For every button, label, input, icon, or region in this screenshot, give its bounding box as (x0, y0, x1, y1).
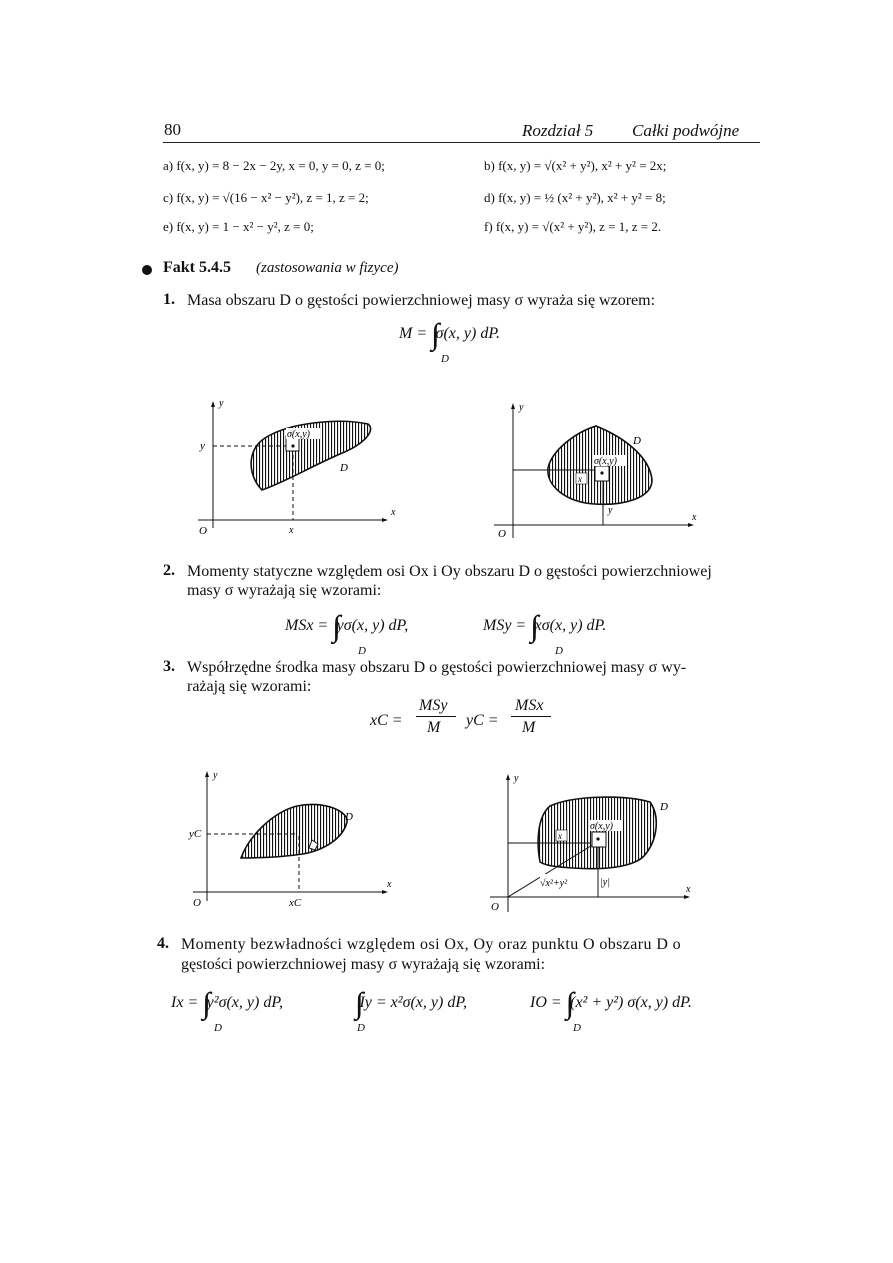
origin-label: O (491, 901, 499, 913)
fraction-bar (416, 716, 456, 717)
item-1-text: Masa obszaru D o gęstości powierzchniowej masy σ wyraża się wzorem: (187, 292, 656, 309)
item-1-formula (399, 318, 500, 352)
exercise-d: d) f(x, y) = ½ (x² + y²), x² + y² = 8; (484, 190, 666, 205)
fact-label: Fakt 5.4.5 (163, 259, 231, 276)
xc-denominator: M (427, 719, 441, 736)
item-1-number: 1. (163, 291, 175, 308)
item-4-formula-io (530, 987, 692, 1021)
abs-y-label: |y| (600, 877, 610, 888)
integral-domain: D (555, 645, 563, 657)
formula-rhs: σ(x, y) dP. (435, 325, 501, 342)
exercise-f: f) f(x, y) = √(x² + y²), z = 1, z = 2. (484, 219, 662, 234)
sigma-label: σ(x,y) (287, 429, 310, 440)
item-4-formula-iy (355, 987, 467, 1021)
region-label: D (660, 801, 668, 813)
yc-label: yC (189, 828, 202, 840)
integral-domain: D (573, 1022, 581, 1034)
tick-x-inner: x (578, 474, 582, 484)
figure-1-right (486, 398, 706, 542)
figure-2-left (185, 768, 405, 908)
formula-rhs: (x² + y²) σ(x, y) dP. (570, 994, 692, 1011)
sigma-label: σ(x,y) (594, 456, 617, 467)
sigma-label: σ(x,y) (590, 821, 613, 832)
x-axis-arrow-icon (382, 890, 388, 894)
item-2-number: 2. (163, 562, 175, 579)
point-icon (600, 471, 603, 474)
exercise-b: b) f(x, y) = √(x² + y²), x² + y² = 2x; (484, 158, 667, 173)
item-4-text-line1: Momenty bezwładności względem osi Ox, Oy oraz punktu O obszaru D o (181, 936, 682, 953)
formula-rhs: xσ(x, y) dP. (534, 617, 607, 634)
tick-y-label: y (200, 440, 205, 452)
axis-y-label: y (519, 402, 524, 413)
tick-y-inner: y (608, 505, 613, 516)
y-axis-arrow-icon (506, 774, 510, 780)
chapter-label: Rozdział 5 (522, 121, 594, 140)
item-3-text-line1: Współrzędne środka masy obszaru D o gęstości powierzchniowej masy σ wy- (187, 659, 687, 676)
formula-rhs: y²σ(x, y) dP, (206, 994, 284, 1011)
region-label: D (345, 811, 353, 823)
chapter-title: Całki podwójne (632, 121, 740, 140)
sqrt-label: √x²+y² (540, 878, 568, 889)
axis-y-label: y (514, 773, 519, 784)
region-label: D (340, 462, 348, 474)
fact-subtitle: (zastosowania w fizyce) (256, 260, 399, 276)
xc-lhs: xC = (370, 712, 403, 729)
formula-lhs: IO = (530, 994, 562, 1011)
item-2-formula-msy (483, 610, 606, 644)
formula-lhs: MSx = (285, 617, 329, 634)
x-axis-arrow-icon (688, 523, 694, 527)
fraction-bar (511, 716, 551, 717)
yc-numerator: MSx (515, 697, 544, 714)
header-rule (163, 142, 760, 143)
y-axis-arrow-icon (205, 771, 209, 777)
tick-x-inner: x (558, 831, 562, 841)
formula-rhs: Iy = x²σ(x, y) dP, (359, 994, 468, 1011)
axis-x-label: x (692, 512, 697, 523)
xc-label: xC (289, 897, 302, 908)
formula-lhs: MSy = (483, 617, 527, 634)
item-4-formula-ix (171, 987, 283, 1021)
axis-y-label: y (219, 398, 224, 409)
y-axis-arrow-icon (511, 403, 515, 409)
formula-lhs: Ix = (171, 994, 199, 1011)
formula-lhs: M = (399, 325, 428, 342)
origin-label: O (498, 528, 506, 540)
tick-x-label: x (289, 525, 294, 536)
region-label: D (633, 435, 641, 447)
integral-domain: D (357, 1022, 365, 1034)
y-axis-arrow-icon (211, 401, 215, 407)
item-3-number: 3. (163, 658, 175, 675)
integral-domain: D (441, 353, 449, 365)
formula-rhs: yσ(x, y) dP, (336, 617, 409, 634)
xc-numerator: MSy (419, 697, 448, 714)
exercise-a: a) f(x, y) = 8 − 2x − 2y, x = 0, y = 0, z = 0; (163, 158, 385, 173)
bullet (142, 265, 152, 275)
x-axis-arrow-icon (382, 518, 388, 522)
item-2-formula-msx (285, 610, 408, 644)
item-4-text-line2: gęstości powierzchniowej masy σ wyrażają się wzorami: (181, 956, 546, 973)
exercise-c: c) f(x, y) = √(16 − x² − y²), z = 1, z = 2; (163, 190, 369, 205)
axis-x-label: x (686, 884, 691, 895)
item-4-number: 4. (157, 935, 169, 952)
page-number: 80 (164, 120, 181, 139)
origin-label: O (193, 897, 201, 908)
region-d-shape (241, 804, 347, 858)
item-2-text-line2: masy σ wyrażają się wzorami: (187, 582, 382, 599)
figure-2-right (482, 770, 707, 915)
axis-y-label: y (213, 770, 218, 781)
x-axis-arrow-icon (684, 895, 690, 899)
axis-x-label: x (391, 507, 396, 518)
origin-label: O (199, 525, 207, 537)
integral-domain: D (214, 1022, 222, 1034)
axis-x-label: x (387, 879, 392, 890)
item-3-text-line2: rażają się wzorami: (187, 678, 312, 695)
point-icon (596, 837, 599, 840)
yc-denominator: M (522, 719, 536, 736)
item-2-text-line1: Momenty statyczne względem osi Ox i Oy obszaru D o gęstości powierzchniowej (187, 563, 712, 580)
exercise-e: e) f(x, y) = 1 − x² − y², z = 0; (163, 219, 314, 234)
yc-lhs: yC = (466, 712, 499, 729)
point-icon (291, 444, 294, 447)
figure-1-left (190, 398, 410, 538)
integral-domain: D (358, 645, 366, 657)
